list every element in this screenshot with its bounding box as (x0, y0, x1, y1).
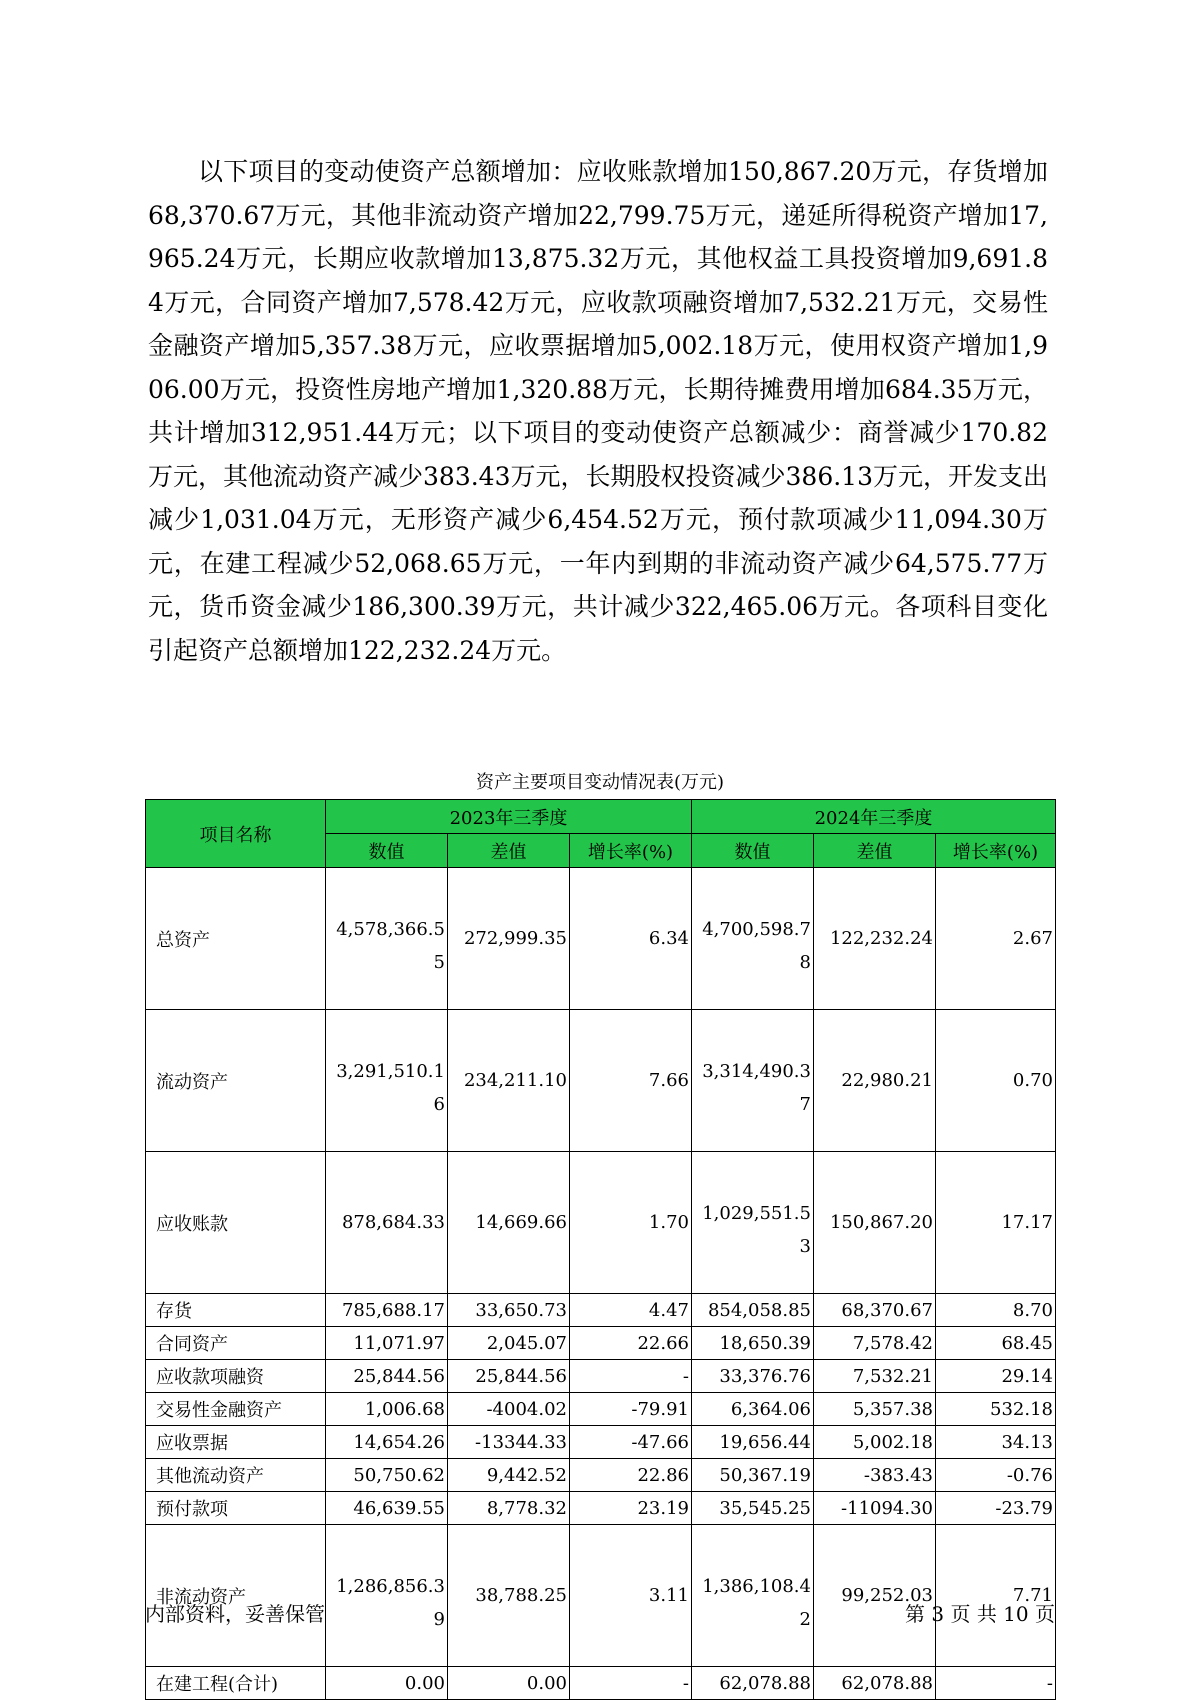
row-diff-2024: 5,002.18 (814, 1426, 936, 1459)
row-name: 非流动资产 (146, 1525, 326, 1667)
row-value-2023: 46,639.55 (326, 1492, 448, 1525)
row-growth-2024: 68.45 (936, 1327, 1056, 1360)
row-diff-2023: -4004.02 (448, 1393, 570, 1426)
row-growth-2024: 0.70 (936, 1010, 1056, 1152)
table-row (146, 1393, 1056, 1426)
row-name: 应收票据 (146, 1426, 326, 1459)
row-growth-2024: - (936, 1667, 1056, 1700)
table-title: 资产主要项目变动情况表(万元) (475, 772, 725, 793)
row-growth-2024: 34.13 (936, 1426, 1056, 1459)
row-value-2023: 4,578,366.55 (326, 868, 448, 1010)
row-name: 应收款项融资 (146, 1360, 326, 1393)
footer-page-number: 第 3 页 共 10 页 (905, 1602, 1055, 1626)
row-diff-2024: 150,867.20 (814, 1152, 936, 1294)
header-growth-2024: 增长率(%) (936, 834, 1056, 868)
table-row (146, 1492, 1056, 1525)
row-growth-2024: -0.76 (936, 1459, 1056, 1492)
row-diff-2024: 122,232.24 (814, 868, 936, 1010)
row-name: 应收账款 (146, 1152, 326, 1294)
header-value-2024: 数值 (692, 834, 814, 868)
row-value-2024: 35,545.25 (692, 1492, 814, 1525)
row-value-2023: 878,684.33 (326, 1152, 448, 1294)
header-growth-2023: 增长率(%) (570, 834, 692, 868)
row-diff-2023: -13344.33 (448, 1426, 570, 1459)
header-period-2023: 2023年三季度 (326, 800, 692, 834)
row-growth-2024: 29.14 (936, 1360, 1056, 1393)
row-growth-2024: 8.70 (936, 1294, 1056, 1327)
table-row (146, 1426, 1056, 1459)
row-growth-2024: 7.71 (936, 1525, 1056, 1667)
header-diff-2023: 差值 (448, 834, 570, 868)
row-value-2023: 14,654.26 (326, 1426, 448, 1459)
row-growth-2023: 3.11 (570, 1525, 692, 1667)
row-diff-2024: 5,357.38 (814, 1393, 936, 1426)
row-value-2023: 50,750.62 (326, 1459, 448, 1492)
row-growth-2024: 17.17 (936, 1152, 1056, 1294)
table-row (146, 1360, 1056, 1393)
row-name: 总资产 (146, 868, 326, 1010)
row-name: 合同资产 (146, 1327, 326, 1360)
row-diff-2023: 0.00 (448, 1667, 570, 1700)
row-diff-2024: 62,078.88 (814, 1667, 936, 1700)
row-diff-2023: 33,650.73 (448, 1294, 570, 1327)
table-row (146, 868, 1056, 1010)
row-diff-2024: 99,252.03 (814, 1525, 936, 1667)
row-diff-2023: 25,844.56 (448, 1360, 570, 1393)
row-diff-2024: 68,370.67 (814, 1294, 936, 1327)
row-value-2024: 33,376.76 (692, 1360, 814, 1393)
header-value-2023: 数值 (326, 834, 448, 868)
row-growth-2023: 23.19 (570, 1492, 692, 1525)
row-diff-2023: 38,788.25 (448, 1525, 570, 1667)
header-item-name: 项目名称 (146, 800, 326, 868)
body-paragraph: 以下项目的变动使资产总额增加：应收账款增加150,867.20万元，存货增加68,370.67万元，其他非流动资产增加22,799.75万元，递延所得税资产增加17,965.24万元，长期应收款增加13,875.32万元，其他权益工具投资增加9,691.84万元，合同资产增加7,578.42万元，应收款项融资增加7,532.21万元，交易性金融资产增加5,357.38万元，应收票据增加5,002.18万元，使用权资产增加1,906.00万元，投资性房地产增加1,320.88万元，长期待摊费用增加684.35万元，共计增加312,951.44万元；以下项目的变动使资产总额减少：商誉减少170.82万元，其他流动资产减少383.43万元，长期股权投资减少386.13万元，开发支出减少1,031.04万元，无形资产减少6,454.52万元，预付款项减少11,094.30万元，在建工程减少52,068.65万元，一年内到期的非流动资产减少64,575.77万元，货币资金减少186,300.39万元，共计减少322,465.06万元。各项科目变化引起资产总额增加122,232.24万元。 (148, 157, 1048, 665)
table-row (146, 1525, 1056, 1667)
row-value-2024: 19,656.44 (692, 1426, 814, 1459)
row-name: 其他流动资产 (146, 1459, 326, 1492)
row-diff-2023: 234,211.10 (448, 1010, 570, 1152)
row-value-2023: 1,006.68 (326, 1393, 448, 1426)
row-name: 存货 (146, 1294, 326, 1327)
row-diff-2023: 8,778.32 (448, 1492, 570, 1525)
row-growth-2023: 22.66 (570, 1327, 692, 1360)
row-value-2024: 3,314,490.37 (692, 1010, 814, 1152)
row-diff-2024: 7,578.42 (814, 1327, 936, 1360)
table-row (146, 1294, 1056, 1327)
row-name: 流动资产 (146, 1010, 326, 1152)
table-row (146, 1459, 1056, 1492)
row-growth-2023: -47.66 (570, 1426, 692, 1459)
row-diff-2023: 272,999.35 (448, 868, 570, 1010)
row-value-2024: 18,650.39 (692, 1327, 814, 1360)
row-growth-2024: 532.18 (936, 1393, 1056, 1426)
row-diff-2024: 7,532.21 (814, 1360, 936, 1393)
row-growth-2023: -79.91 (570, 1393, 692, 1426)
row-value-2024: 4,700,598.78 (692, 868, 814, 1010)
row-growth-2023: 1.70 (570, 1152, 692, 1294)
row-growth-2023: 4.47 (570, 1294, 692, 1327)
row-name: 交易性金融资产 (146, 1393, 326, 1426)
row-value-2023: 785,688.17 (326, 1294, 448, 1327)
row-diff-2024: -383.43 (814, 1459, 936, 1492)
header-diff-2024: 差值 (814, 834, 936, 868)
row-value-2023: 0.00 (326, 1667, 448, 1700)
row-value-2024: 854,058.85 (692, 1294, 814, 1327)
row-value-2024: 62,078.88 (692, 1667, 814, 1700)
row-growth-2023: 7.66 (570, 1010, 692, 1152)
row-value-2024: 6,364.06 (692, 1393, 814, 1426)
row-diff-2024: -11094.30 (814, 1492, 936, 1525)
row-growth-2024: -23.79 (936, 1492, 1056, 1525)
row-name: 预付款项 (146, 1492, 326, 1525)
row-growth-2023: 6.34 (570, 868, 692, 1010)
row-value-2023: 11,071.97 (326, 1327, 448, 1360)
row-diff-2024: 22,980.21 (814, 1010, 936, 1152)
row-value-2023: 25,844.56 (326, 1360, 448, 1393)
row-diff-2023: 2,045.07 (448, 1327, 570, 1360)
row-growth-2023: 22.86 (570, 1459, 692, 1492)
asset-change-table (145, 799, 1056, 1700)
row-growth-2023: - (570, 1667, 692, 1700)
row-value-2023: 1,286,856.39 (326, 1525, 448, 1667)
row-growth-2023: - (570, 1360, 692, 1393)
header-period-2024: 2024年三季度 (692, 800, 1056, 834)
row-diff-2023: 14,669.66 (448, 1152, 570, 1294)
row-value-2024: 1,029,551.53 (692, 1152, 814, 1294)
table-row (146, 1327, 1056, 1360)
table-row (146, 1152, 1056, 1294)
row-growth-2024: 2.67 (936, 868, 1056, 1010)
table-row (146, 1667, 1056, 1700)
table-row (146, 1010, 1056, 1152)
row-name: 在建工程(合计) (146, 1667, 326, 1700)
row-value-2023: 3,291,510.16 (326, 1010, 448, 1152)
row-value-2024: 1,386,108.42 (692, 1525, 814, 1667)
row-value-2024: 50,367.19 (692, 1459, 814, 1492)
footer-confidential-note: 内部资料，妥善保管 (145, 1602, 325, 1626)
row-diff-2023: 9,442.52 (448, 1459, 570, 1492)
